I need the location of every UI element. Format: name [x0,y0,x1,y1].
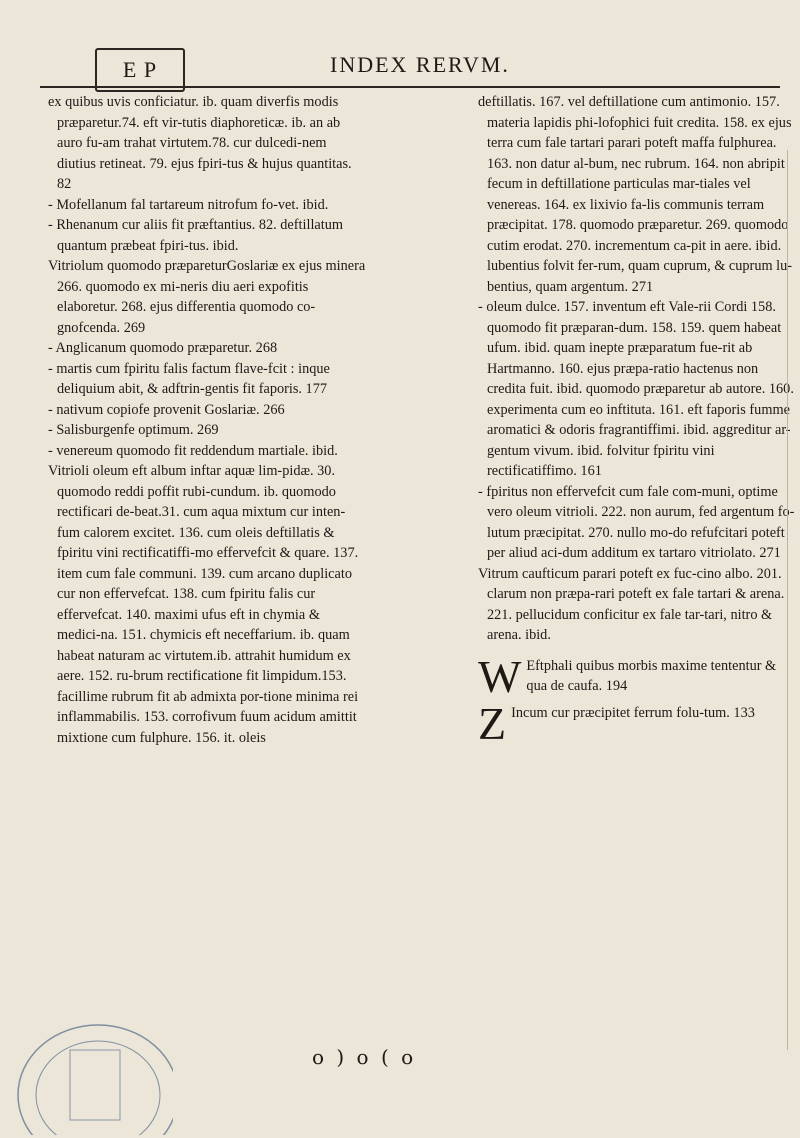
index-entry: - Mofellanum fal tartareum nitrofum fo-vet. ibid. [48,196,329,213]
index-entry: - Salisburgenfe optimum. 269 [48,422,219,438]
right-column [478,92,796,749]
index-entry: deftillatis. 167. vel deftillatione cum antimonio. 157. materia lapidis phi-lofophici fuit credita. 158. ex ejus terra cum fale tartari parari poteft maffa fulphurea. 163. non datur al-bum, nec rubrum. 164. non abripit fecum in deftillatione particulas mar-tiales vel venereas. 164. ex lixivio fa-lis communis terram præcipitat. 178. quomodo præparetur. 269. quomodo cutim erodat. 270. incrementum ca-pit in aere. ibid. lubentius folvit fer-rum, quam cuprum, & cuprum lu-bentius, quam argentum. 271 [478,94,793,295]
index-entry: Vitriolum quomodo præpareturGoslariæ ex ejus minera 266. quomodo ex mi-neris diu aeri expofitis elaboretur. 268. ejus differentia quomodo co-gnofcenda. 269 [48,258,366,336]
page-header: INDEX RERVM. [330,52,510,77]
w-section [478,650,796,702]
z-entry-text: Incum cur præcipitet ferrum folu-tum. 133 [511,704,755,721]
index-entry: - Rhenanum cur aliis fit præftantius. 82. deftillatum quantum præbeat fpiri-tus. ibid. [48,217,344,254]
index-entry: - venereum quomodo fit reddendum martiale. ibid. [48,442,338,459]
z-section [478,697,796,749]
index-entry: - fpiritus non effervefcit cum fale com-muni, optime vero oleum vitrioli. 222. non aurum, fed argentum fo-lutum præcipitat. 270. nullo mo-do refufcitari poteft per aliud aci-dum additum ex tartaro vitriolato. 271 [478,483,795,561]
index-entry: Vitrioli oleum eft album inftar aquæ lim-pidæ. 30. quomodo reddi poffit rubi-cundum. ib. quomodo rectificari de-beat.31. cum aqua mixtum cur inten-fum calorem excitet. 136. cum oleis deftillatis & fpiritu vini rectificatiffi-mo effervefcit & quare. 137. item cum fale communi. 139. cum arcano duplicato cur non effervefcat. 138. cum fpiritu falis cur effervefcat. 140. maximi ufus eft in chymia & medici-na. 151. chymicis eft neceffarium. ib. quam habeat naturam ac virtutem.ib. attrahit humidum ex aere. 152. ru-brum rectificatione fit limpidum.153. facillime rubrum fit ab admixta por-tione minima rei inflammabilis. 153. corrofivum fuum acidum amittit mixtione cum fulphure. 156. it. oleis [48,463,359,746]
header-rule [40,86,780,88]
library-seal-icon [8,1000,173,1135]
index-entry: - martis cum fpiritu falis factum flave-fcit : inque deliquium abit, & adftrin-gentis fit faporis. 177 [48,360,330,397]
index-entry: - oleum dulce. 157. inventum eft Vale-rii Cordi 158. quomodo fit præparan-dum. 158. 159. quem habeat ufum. ibid. quam inepte præparatum fue-rit ab Hartmanno. 160. ejus præpa-ratio hactenus non credita fuit. ibid. quomodo præparetur ab autore. 160. experimenta cum eo inftituta. 161. eft faporis fumme aromatici & odoris fragrantiffimi. ibid. aggreditur ar-gentum vivum. ibid. folvitur fpiritu vini rectificatiffimo. 161 [478,299,794,479]
index-entry: - nativum copiofe provenit Goslariæ. 266 [48,401,285,418]
library-stamp: E P [95,48,185,92]
drop-cap-w: W [478,650,522,702]
w-entry-text: Eftphali quibus morbis maxime tententur & qua de caufa. 194 [526,657,777,694]
index-entry: Vitrum caufticum parari poteft ex fuc-cino albo. 201. clarum non præpa-rari poteft ex fale tartari & arena. 221. pellucidum conficitur ex fale tar-tari, nitro & arena. ibid. [478,565,785,643]
index-entry: ex quibus uvis conficiatur. ib. quam diverfis modis præparetur.74. eft vir-tutis diaphoreticæ. ib. an ab auro fu-am trahat virtutem.78. cur dulcedi-nem diutius retineat. 79. ejus fpiri-tus & hujus quantitas. 82 [48,94,352,192]
page-edge [787,150,788,1050]
index-entry: - Anglicanum quomodo præparetur. 268 [48,340,278,356]
left-column [48,92,366,748]
footer-ornament: o ) o ( o [312,1045,417,1069]
drop-cap-z: Z [478,697,507,749]
